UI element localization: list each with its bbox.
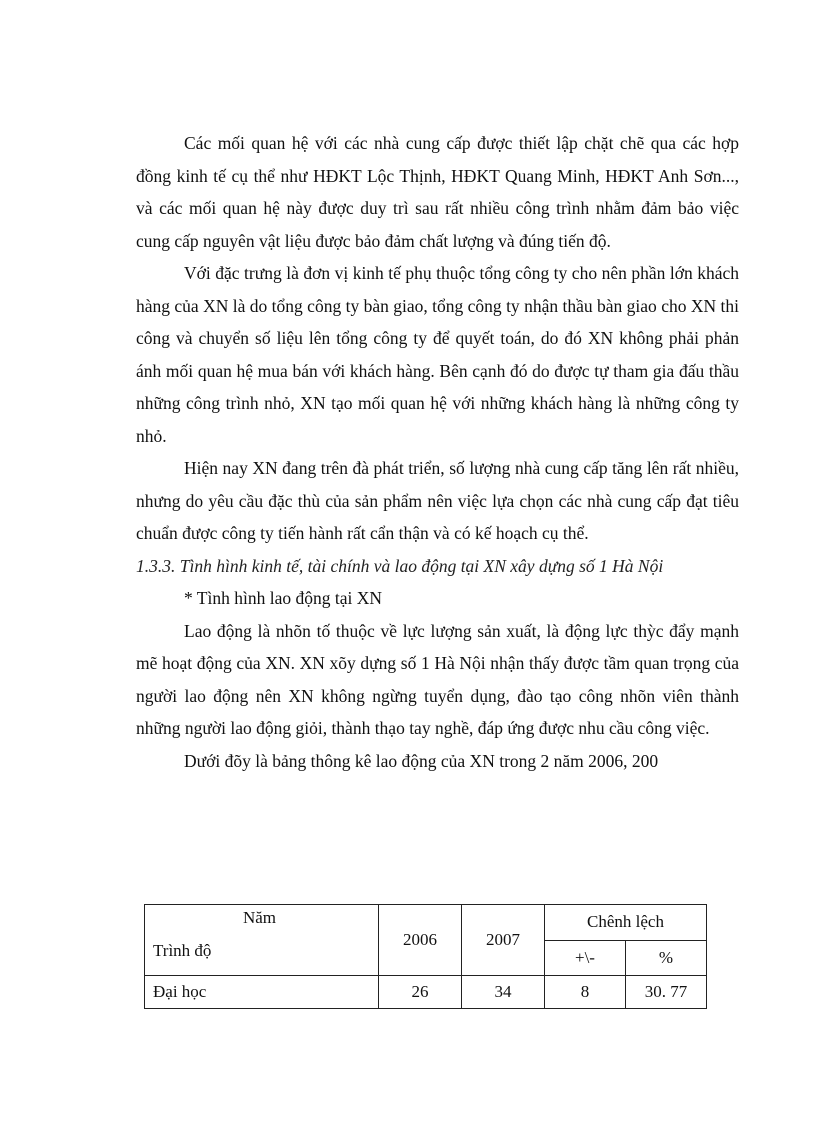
header-difference: Chênh lệch: [545, 905, 707, 941]
header-2006: 2006: [379, 905, 462, 976]
row-percent: 30. 77: [626, 976, 707, 1009]
labor-stats-table: [144, 904, 707, 1009]
paragraph-labor: Lao động là nhõn tố thuộc về lực lượng sản xuất, là động lực thỳc đẩy mạnh mẽ hoạt động của XN. XN xõy dựng số 1 Hà Nội nhận thấy được tầm quan trọng của người lao động nên XN không ngừng tuyển dụng, đào tạo công nhõn viên thành những người lao động giỏi, thành thạo tay nghề, đáp ứng được nhu cầu công việc.: [136, 620, 739, 738]
corner-year-label: Năm: [242, 908, 276, 927]
table-corner-cell: [145, 905, 379, 976]
subheading-labor: * Tình hình lao động tại XN: [184, 588, 382, 608]
paragraph-table-intro: Dưới đõy là bảng thông kê lao động của XN trong 2 năm 2006, 200: [184, 750, 659, 771]
header-2007: 2007: [462, 905, 545, 976]
row-2006: 26: [379, 976, 462, 1009]
paragraph-suppliers: Các mối quan hệ với các nhà cung cấp được thiết lập chặt chẽ qua các hợp đồng kinh tế cụ thể như HĐKT Lộc Thịnh, HĐKT Quang Minh, HĐKT Anh Sơn..., và các mối quan hệ này được duy trì sau rất nhiều công trình nhằm đảm bảo việc cung cấp nguyên vật liệu được bảo đảm chất lượng và đúng tiến độ.: [136, 133, 739, 251]
header-absolute: +\-: [545, 940, 626, 976]
header-percent: %: [626, 940, 707, 976]
paragraph-development: Hiện nay XN đang trên đà phát triển, số lượng nhà cung cấp tăng lên rất nhiều, nhưng do yêu cầu đặc thù của sản phẩm nên việc lựa chọn các nhà cung cấp đạt tiêu chuẩn được công ty tiến hành rất cẩn thận và có kế hoạch cụ thể.: [136, 458, 739, 543]
paragraph-customers: Với đặc trưng là đơn vị kinh tế phụ thuộc tổng công ty cho nên phần lớn khách hàng của XN là do tổng công ty bàn giao, tổng công ty nhận thầu bàn giao cho XN thi công và chuyển số liệu lên tổng công ty để quyết toán, do đó XN không phải phản ánh mối quan hệ mua bán với khách hàng. Bên cạnh đó do được tự tham gia đấu thầu những công trình nhỏ, XN tạo mối quan hệ với những khách hàng là những công ty nhỏ.: [136, 263, 739, 446]
row-2007: 34: [462, 976, 545, 1009]
section-heading: 1.3.3. Tình hình kinh tế, tài chính và lao động tại XN xây dựng số 1 Hà Nội: [136, 555, 664, 576]
table-row: [145, 976, 707, 1009]
row-absolute: 8: [545, 976, 626, 1009]
row-label: Đại học: [145, 976, 379, 1009]
body-text: [136, 127, 739, 777]
corner-level-label: Trình độ: [153, 941, 212, 960]
